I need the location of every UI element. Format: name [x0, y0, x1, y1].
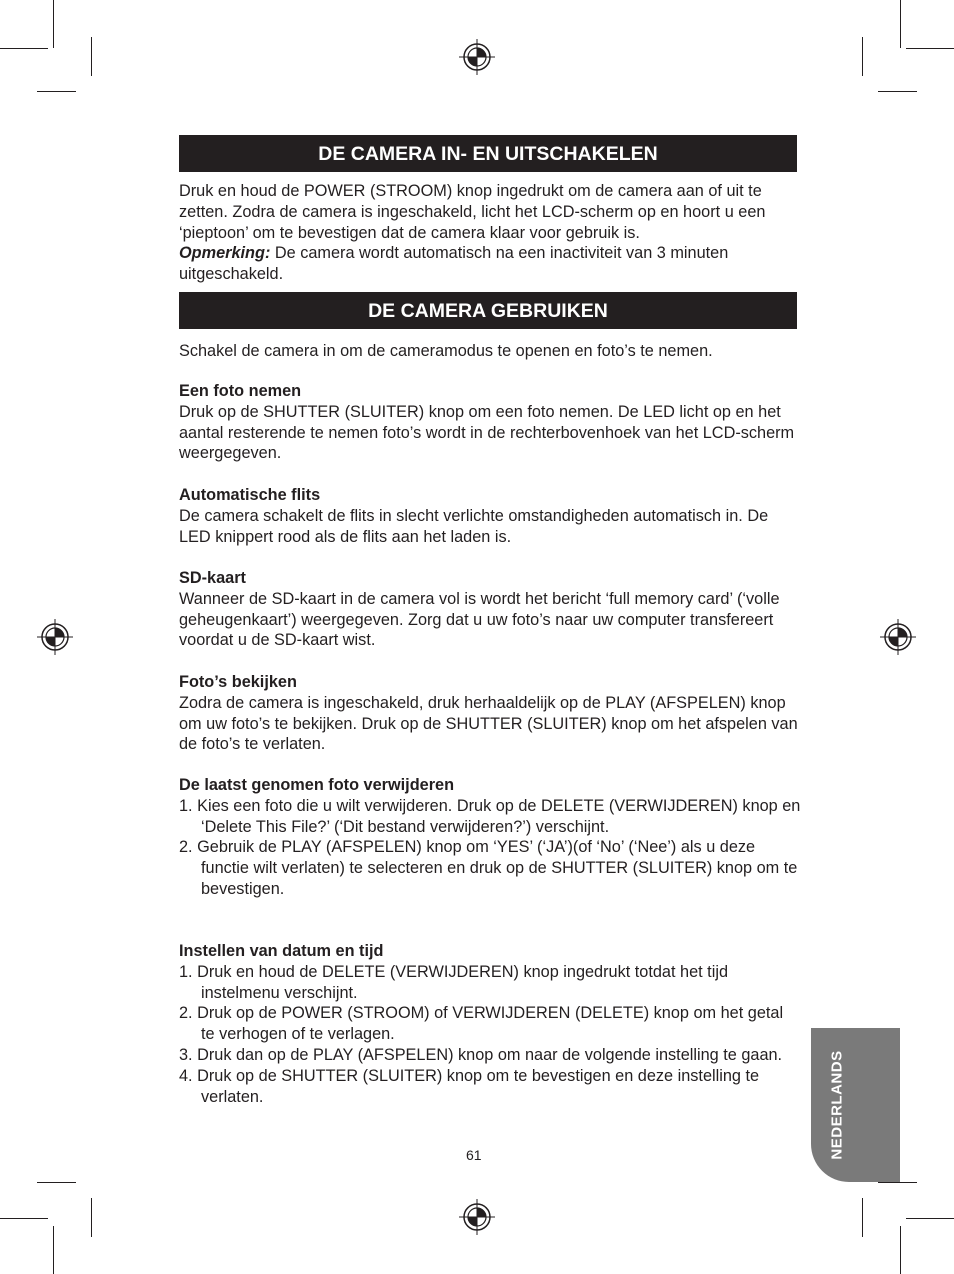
- crop-mark: [862, 1198, 863, 1237]
- datetime-heading: Instellen van datum en tijd: [179, 942, 384, 960]
- note-text: De camera wordt automatisch na een inactiviteit van 3 minuten uitgeschakeld.: [179, 244, 729, 284]
- crop-mark: [900, 0, 901, 48]
- crop-mark: [53, 0, 54, 48]
- crop-mark: [91, 1198, 92, 1237]
- page-number: 61: [466, 1147, 482, 1163]
- crop-mark: [906, 1218, 954, 1219]
- view-block: [179, 672, 801, 755]
- flash-block: [179, 485, 801, 547]
- registration-mark-icon: [459, 39, 495, 75]
- take-photo-heading: Een foto nemen: [179, 382, 302, 400]
- sd-text: Wanneer de SD-kaart in de camera vol is wordt het bericht ‘full memory card’ (‘volle geheugenkaart’) weergegeven. Zorg dat u uw foto’s naar uw computer transfereert voordat u de SD-kaart wist.: [179, 589, 780, 650]
- list-item: 1. Kies een foto die u wilt verwijderen. Druk op de DELETE (VERWIJDEREN) knop en ‘Delete This File?’ (‘Dit bestand verwijderen?’) verschijnt.: [179, 796, 801, 836]
- registration-mark-icon: [37, 619, 73, 655]
- crop-mark: [900, 1226, 901, 1274]
- power-body: Druk en houd de POWER (STROOM) knop ingedrukt om de camera aan of uit te zetten. Zodra de camera is ingeschakeld, licht het LCD-scherm op en hoort u een ‘pieptoon’ om te bevestigen dat de camera klaar voor gebruik is.: [179, 182, 766, 242]
- crop-mark: [878, 91, 917, 92]
- language-tab: [811, 1028, 900, 1182]
- registration-mark-icon: [880, 619, 916, 655]
- delete-block: [179, 775, 801, 900]
- flash-heading: Automatische flits: [179, 486, 321, 504]
- list-item: 3. Druk dan op de PLAY (AFSPELEN) knop om naar de volgende instelling te gaan.: [179, 1045, 783, 1064]
- take-photo-text: Druk op de SHUTTER (SLUITER) knop om een foto nemen. De LED licht op en het aantal resterende te nemen foto’s wordt in de rechterbovenhoek van het LCD-scherm weergegeven.: [179, 402, 795, 463]
- crop-mark: [91, 37, 92, 76]
- sd-block: [179, 568, 801, 651]
- section-banner-power: DE CAMERA IN- EN UITSCHAKELEN: [179, 135, 797, 172]
- power-paragraph: [179, 181, 801, 285]
- crop-mark: [37, 91, 76, 92]
- section-banner-use: DE CAMERA GEBRUIKEN: [179, 292, 797, 329]
- list-item: 1. Druk en houd de DELETE (VERWIJDEREN) knop ingedrukt totdat het tijd instelmenu verschijnt.: [179, 962, 728, 1002]
- crop-mark: [0, 48, 48, 49]
- note-label: Opmerking:: [179, 244, 271, 263]
- list-item: 2. Gebruik de PLAY (AFSPELEN) knop om ‘YES’ (‘JA’)(of ‘No’ (‘Nee’) als u deze functie wilt verlaten) te selecteren en druk op de SHUTTER (SLUITER) knop om te bevestigen.: [179, 838, 798, 898]
- datetime-block: [179, 941, 801, 1107]
- view-heading: Foto’s bekijken: [179, 673, 297, 691]
- flash-text: De camera schakelt de flits in slecht verlichte omstandigheden automatisch in. De LED knippert rood als de flits aan het laden is.: [179, 506, 769, 546]
- list-item: 4. Druk op de SHUTTER (SLUITER) knop om te bevestigen en deze instelling te verlaten.: [179, 1066, 760, 1106]
- sd-heading: SD-kaart: [179, 569, 246, 587]
- crop-mark: [862, 37, 863, 76]
- crop-mark: [0, 1218, 48, 1219]
- crop-mark: [53, 1226, 54, 1274]
- crop-mark: [906, 48, 954, 49]
- crop-mark: [37, 1182, 76, 1183]
- list-item: 2. Druk op de POWER (STROOM) of VERWIJDEREN (DELETE) knop om het getal te verhogen of te verlagen.: [179, 1004, 784, 1044]
- registration-mark-icon: [459, 1199, 495, 1235]
- delete-heading: De laatst genomen foto verwijderen: [179, 776, 455, 794]
- language-tab-label: NEDERLANDS: [828, 1050, 846, 1160]
- take-photo-block: [179, 381, 801, 464]
- use-intro: Schakel de camera in om de cameramodus te openen en foto’s te nemen.: [179, 342, 713, 360]
- crop-mark: [878, 1182, 917, 1183]
- view-text: Zodra de camera is ingeschakeld, druk herhaaldelijk op de PLAY (AFSPELEN) knop om uw foto’s te bekijken. Druk op de SHUTTER (SLUITER) knop om het afspelen van de foto’s te verlaten.: [179, 693, 798, 754]
